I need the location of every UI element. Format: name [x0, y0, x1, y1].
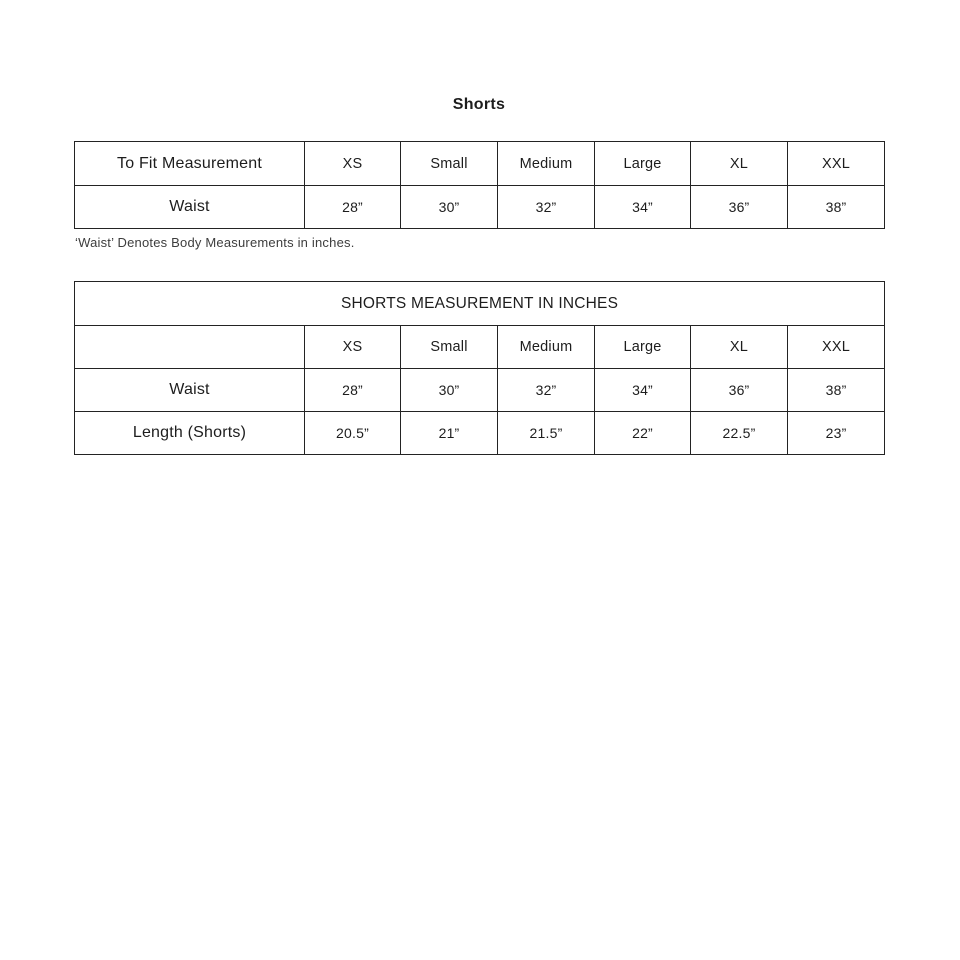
length-value-xs: 20.5” [305, 412, 401, 455]
row-label-waist: Waist [75, 186, 305, 229]
table-row-length-shorts [75, 412, 885, 455]
row-label-waist: Waist [75, 369, 305, 412]
header-cell-medium: Medium [498, 326, 595, 369]
header-cell-medium: Medium [498, 142, 595, 186]
length-value-medium: 21.5” [498, 412, 595, 455]
header-cell-xl: XL [691, 142, 788, 186]
shorts-measurement-table [74, 281, 885, 455]
header-cell-empty [75, 326, 305, 369]
waist-value-medium: 32” [498, 186, 595, 229]
length-value-small: 21” [401, 412, 498, 455]
row-label-length-shorts: Length (Shorts) [75, 412, 305, 455]
waist-value-large: 34” [595, 186, 691, 229]
header-cell-xxl: XXL [788, 142, 885, 186]
waist-value-xxl: 38” [788, 369, 885, 412]
length-value-large: 22” [595, 412, 691, 455]
table-header-row [75, 326, 885, 369]
table-title: SHORTS MEASUREMENT IN INCHES [75, 282, 885, 326]
header-cell-xs: XS [305, 326, 401, 369]
header-cell-large: Large [595, 326, 691, 369]
waist-value-xl: 36” [691, 186, 788, 229]
header-cell-xxl: XXL [788, 326, 885, 369]
table-row-waist [75, 186, 885, 229]
header-cell-small: Small [401, 326, 498, 369]
waist-value-large: 34” [595, 369, 691, 412]
fit-measurement-table [74, 141, 885, 229]
waist-value-medium: 32” [498, 369, 595, 412]
table-title-row [75, 282, 885, 326]
header-cell-large: Large [595, 142, 691, 186]
waist-value-xs: 28” [305, 369, 401, 412]
header-cell-xs: XS [305, 142, 401, 186]
waist-value-small: 30” [401, 369, 498, 412]
header-cell-to-fit-measurement: To Fit Measurement [75, 142, 305, 186]
waist-footnote: ‘Waist’ Denotes Body Measurements in inches. [75, 235, 355, 250]
header-cell-xl: XL [691, 326, 788, 369]
length-value-xl: 22.5” [691, 412, 788, 455]
waist-value-small: 30” [401, 186, 498, 229]
length-value-xxl: 23” [788, 412, 885, 455]
table-row-waist [75, 369, 885, 412]
size-chart-page [0, 0, 960, 455]
header-cell-small: Small [401, 142, 498, 186]
waist-value-xxl: 38” [788, 186, 885, 229]
waist-value-xl: 36” [691, 369, 788, 412]
waist-value-xs: 28” [305, 186, 401, 229]
page-title: Shorts [452, 96, 506, 113]
table-header-row [75, 142, 885, 186]
